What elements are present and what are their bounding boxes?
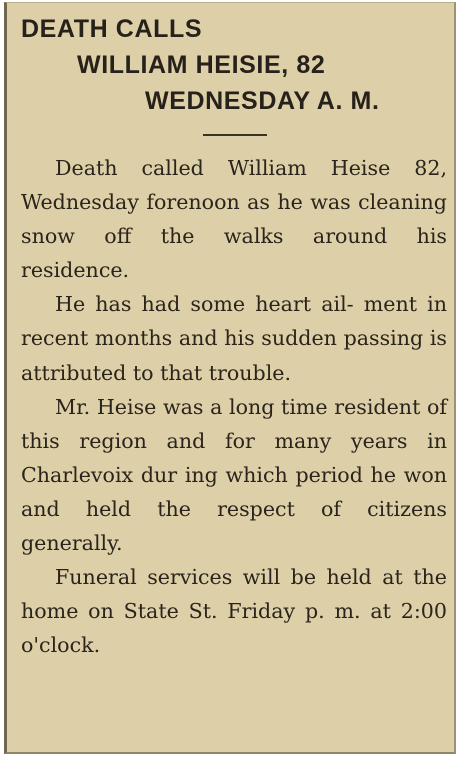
newspaper-clipping <box>4 2 456 754</box>
article-body <box>21 151 447 662</box>
article-paragraph-1: Death called William Heise 82, Wednesday forenoon as he was cleaning snow off the walks around his residence. <box>21 156 447 283</box>
article-paragraph-2: He has had some heart ail- ment in recent months and his sudden passing is attributed to that trouble. <box>21 292 447 385</box>
headline-line-3: WEDNESDAY A. M. <box>145 87 380 115</box>
article-paragraph-4: Funeral services will be held at the home on State St. Friday p. m. at 2:00 o'clock. <box>21 565 447 658</box>
article-paragraph-3: Mr. Heise was a long time resident of this region and for many years in Charlevoix dur ing which period he won and held the respect of citizens generally. <box>21 394 447 556</box>
headline-line-1: DEATH CALLS <box>21 15 203 43</box>
headline-divider <box>203 134 267 136</box>
headline-line-2: WILLIAM HEISIE, 82 <box>77 51 326 79</box>
